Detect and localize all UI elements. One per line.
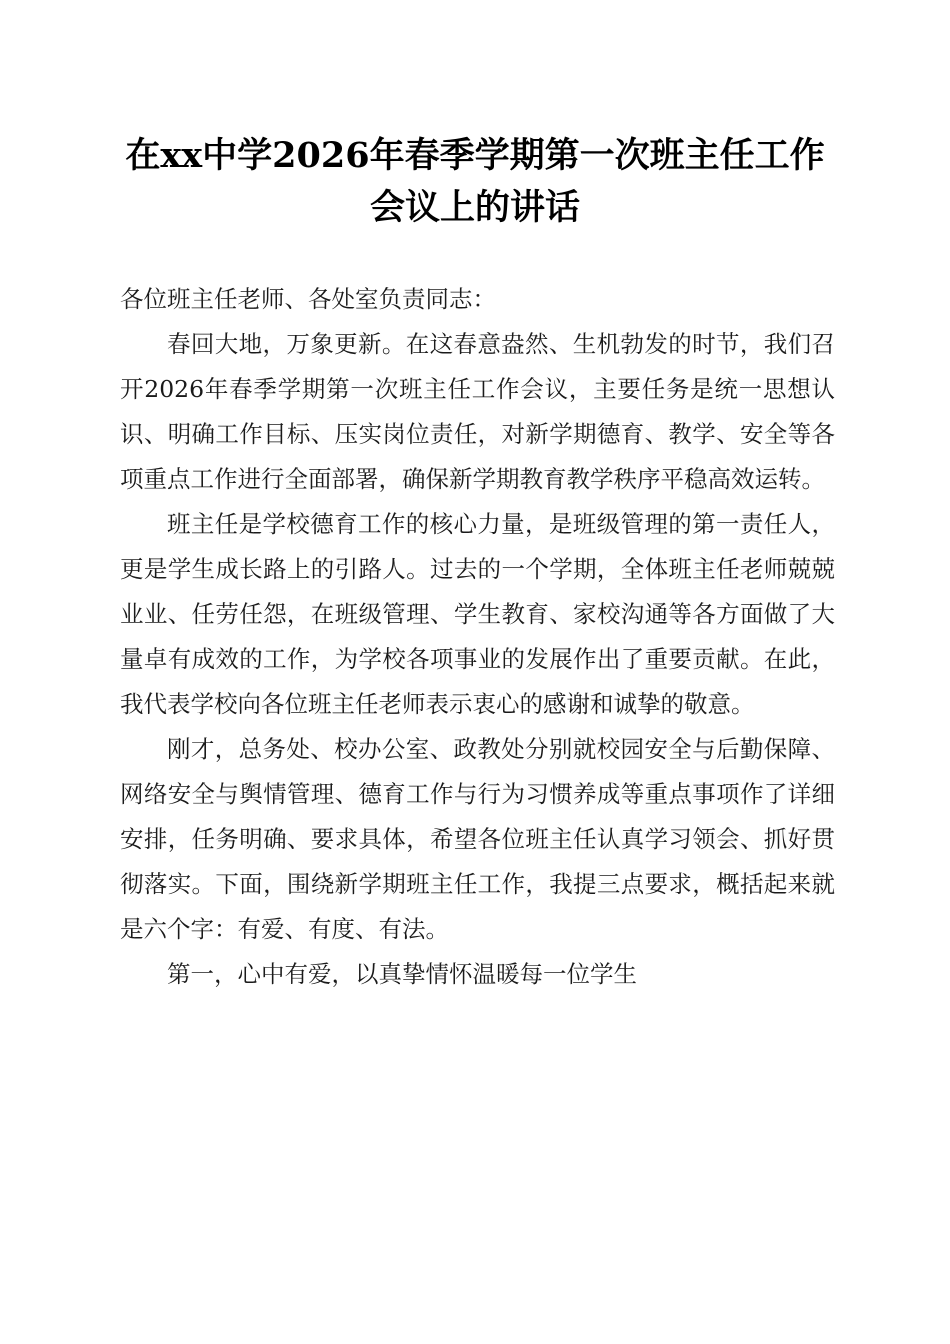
- salutation: 各位班主任老师、各处室负责同志：: [120, 285, 496, 313]
- title-line-2: 会议上的讲话: [369, 187, 580, 228]
- document-body: [120, 277, 835, 997]
- document-title: [100, 130, 850, 234]
- paragraph-opening: 春回大地，万象更新。在这春意盎然、生机勃发的时节，我们召开2026年春季学期第一次班主任工作会议，主要任务是统一思想认识、明确工作目标、压实岗位责任，对新学期德育、教学、安全等各项重点工作进行全面部署，确保新学期教育教学秩序平稳高效运转。: [120, 330, 835, 493]
- paragraph-requirements: 刚才，总务处、校办公室、政教处分别就校园安全与后勤保障、网络安全与舆情管理、德育工作与行为习惯养成等重点事项作了详细安排，任务明确、要求具体，希望各位班主任认真学习领会、抓好贯彻落实。下面，围绕新学期班主任工作，我提三点要求，概括起来就是六个字：有爱、有度、有法。: [120, 735, 835, 943]
- paragraph-appreciation: 班主任是学校德育工作的核心力量，是班级管理的第一责任人，更是学生成长路上的引路人。过去的一个学期，全体班主任老师兢兢业业、任劳任怨，在班级管理、学生教育、家校沟通等各方面做了大量卓有成效的工作，为学校各项事业的发展作出了重要贡献。在此，我代表学校向各位班主任老师表示衷心的感谢和诚挚的敬意。: [120, 510, 835, 718]
- section-heading-first: 第一，心中有爱，以真挚情怀温暖每一位学生: [167, 960, 637, 988]
- title-line-1: 在xx中学2026年春季学期第一次班主任工作: [125, 135, 825, 176]
